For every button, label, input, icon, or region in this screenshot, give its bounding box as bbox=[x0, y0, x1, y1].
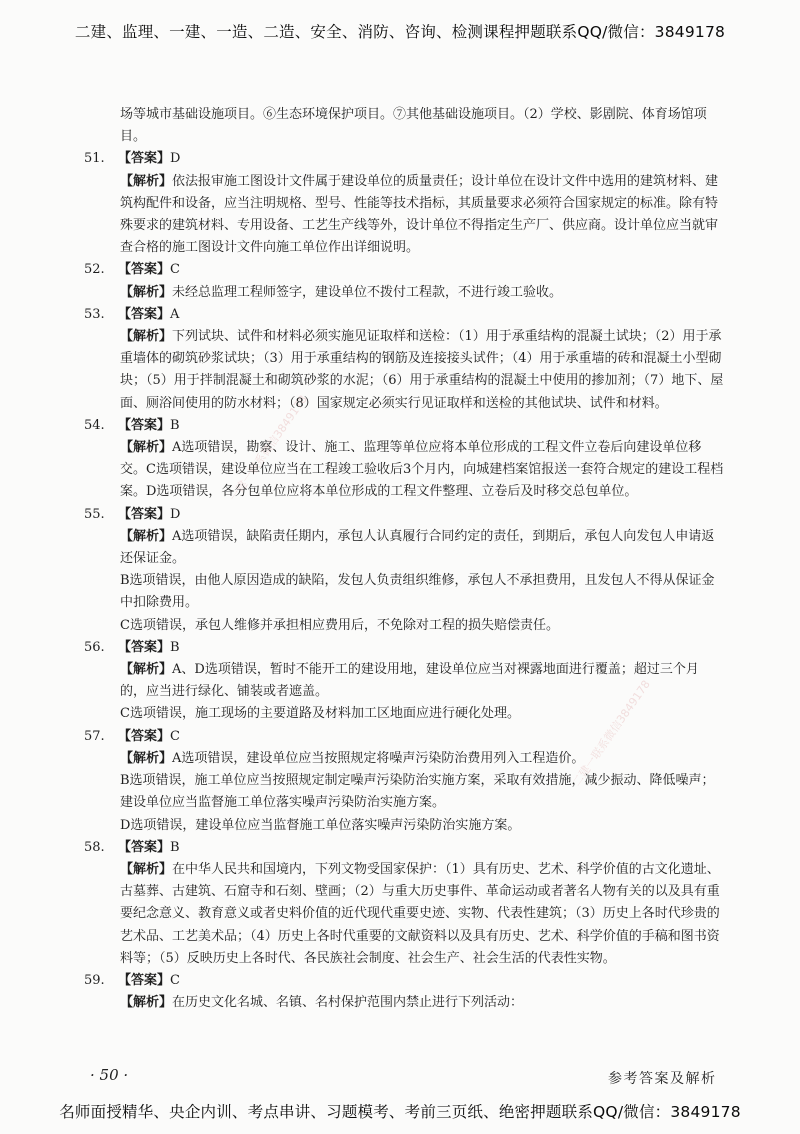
answer-item bbox=[84, 304, 724, 415]
explanation-label: 【解析】 bbox=[120, 173, 173, 189]
answer-value: B bbox=[170, 417, 180, 433]
explanation-text: A选项错误，建设单位应当按照规定将噪声污染防治费用列入工程造价。 bbox=[172, 750, 585, 766]
question-number: 53. bbox=[84, 306, 105, 322]
watermark-right: 二建一联系微信3849178 bbox=[569, 677, 653, 789]
explanation bbox=[84, 859, 724, 970]
explanation bbox=[84, 326, 724, 415]
answer-label: 【答案】 bbox=[118, 506, 171, 522]
explanation bbox=[84, 659, 724, 703]
bottom-banner: 名师面授精华、央企内训、考点串讲、习题模考、考前三页纸、绝密押题联系QQ/微信：3849178 bbox=[59, 1103, 741, 1121]
explanation bbox=[84, 282, 724, 304]
explanation-text: 在中华人民共和国境内，下列文物受国家保护：（1）具有历史、艺术、科学价值的古文化遗址、古墓葬、古建筑、石窟寺和石刻、壁画；（2）与重大历史事件、革命运动或者著名人物有关的以及具有重要纪念意义、教育意义或者史料价值的近代现代重要史迹、实物、代表性建筑；（3）历史上各时代珍贵的艺术品、工艺美术品；（4）历史上各时代重要的文献资料以及具有历史、艺术、科学价值的手稿和图书资料等；（5）反映历史上各时代、各民族社会制度、社会生产、社会生活的代表性实物。 bbox=[120, 861, 720, 966]
question-number: 55. bbox=[84, 506, 105, 522]
answer-item bbox=[84, 970, 724, 1014]
answer-line bbox=[84, 726, 724, 748]
answer-label: 【答案】 bbox=[118, 151, 171, 167]
answer-label: 【答案】 bbox=[118, 839, 171, 855]
top-banner: 二建、监理、一建、一造、二造、安全、消防、咨询、检测课程押题联系QQ/微信：3849178 bbox=[74, 23, 726, 41]
explanation-label: 【解析】 bbox=[120, 528, 173, 544]
answer-label: 【答案】 bbox=[118, 639, 171, 655]
question-number: 58. bbox=[84, 839, 105, 855]
answer-item bbox=[84, 726, 724, 837]
watermark-left: 一建一联系微信3849178 bbox=[226, 392, 310, 504]
answer-item bbox=[84, 415, 724, 504]
explanation bbox=[84, 748, 724, 770]
explanation bbox=[84, 992, 724, 1014]
answer-line bbox=[84, 970, 724, 992]
question-number: 56. bbox=[84, 639, 105, 655]
answer-value: A bbox=[170, 306, 180, 322]
answer-item bbox=[84, 637, 724, 726]
answer-line bbox=[84, 637, 724, 659]
answer-item bbox=[84, 259, 724, 303]
page-number: · 50 · bbox=[90, 1066, 129, 1084]
answer-item bbox=[84, 837, 724, 970]
answer-line bbox=[84, 415, 724, 437]
explanation-label: 【解析】 bbox=[120, 861, 173, 877]
explanation-label: 【解析】 bbox=[120, 329, 173, 345]
continuation-text: 场等城市基础设施项目。⑥生态环境保护项目。⑦其他基础设施项目。（2）学校、影剧院、体育场馆项目。 bbox=[120, 107, 707, 145]
question-number: 59. bbox=[84, 972, 105, 988]
explanation-text: 在历史文化名城、名镇、名村保护范围内禁止进行下列活动： bbox=[172, 995, 524, 1011]
answer-value: D bbox=[170, 506, 181, 522]
explanation-label: 【解析】 bbox=[120, 284, 173, 300]
answer-value: B bbox=[170, 639, 180, 655]
answer-line bbox=[84, 304, 724, 326]
explanation-extra: B选项错误，由他人原因造成的缺陷，发包人负责组织维修，承包人不承担费用，且发包人不得从保证金中扣除费用。 bbox=[120, 573, 715, 611]
explanation bbox=[84, 526, 724, 570]
explanation-label: 【解析】 bbox=[120, 750, 173, 766]
answer-item bbox=[84, 148, 724, 259]
explanation-text: 下列试块、试件和材料必须实施见证取样和送检：（1）用于承重结构的混凝土试块；（2）用于承重墙体的砌筑砂浆试块；（3）用于承重结构的钢筋及连接接头试件；（4）用于承重墙的砖和混凝土小型砌块；（5）用于拌制混凝土和砌筑砂浆的水泥；（6）用于承重结构的混凝土中使用的掺加剂；（7）地下、屋面、厕浴间使用的防水材料；（8）国家规定必须实行见证取样和送检的其他试块、试件和材料。 bbox=[120, 329, 724, 411]
answer-line bbox=[84, 837, 724, 859]
answer-content bbox=[84, 104, 724, 1014]
question-number: 52. bbox=[84, 262, 105, 278]
explanation-extra: C选项错误，施工现场的主要道路及材料加工区地面应进行硬化处理。 bbox=[120, 706, 520, 722]
answer-label: 【答案】 bbox=[118, 262, 171, 278]
explanation-extra: C选项错误，承包人维修并承担相应费用后，不免除对工程的损失赔偿责任。 bbox=[120, 617, 559, 633]
explanation-text: A、D选项错误，暂时不能开工的建设用地，建设单位应当对裸露地面进行覆盖；超过三个月的，应当进行绿化、铺装或者遮盖。 bbox=[120, 662, 699, 700]
explanation-text: A选项错误，勘察、设计、施工、监理等单位应将本单位形成的工程文件立卷后向建设单位移交。C选项错误，建设单位应当在工程竣工验收后3个月内，向城建档案馆报送一套符合规定的建设工程档案。D选项错误，各分包单位应将本单位形成的工程文件整理、立卷后及时移交总包单位。 bbox=[120, 440, 724, 500]
footer-section-title: 参考答案及解析 bbox=[608, 1071, 717, 1087]
explanation bbox=[84, 437, 724, 504]
explanation-text: 未经总监理工程师签字，建设单位不拨付工程款，不进行竣工验收。 bbox=[172, 284, 563, 300]
explanation-text: 依法报审施工图设计文件属于建设单位的质量责任；设计单位在设计文件中选用的建筑材料、建筑构配件和设备，应当注明规格、型号、性能等技术指标，其质量要求必须符合国家规定的标准。除有特殊要求的建筑材料、专用设备、工艺生产线等外，设计单位不得指定生产厂、供应商。设计单位应当就审查合格的施工图设计文件向施工单位作出详细说明。 bbox=[120, 173, 719, 256]
explanation-label: 【解析】 bbox=[120, 440, 173, 456]
question-number: 54. bbox=[84, 417, 105, 433]
answer-line bbox=[84, 504, 724, 526]
explanation-extra: D选项错误，建设单位应当监督施工单位落实噪声污染防治实施方案。 bbox=[120, 817, 521, 833]
question-number: 51. bbox=[84, 151, 105, 167]
answer-value: B bbox=[170, 839, 180, 855]
answer-label: 【答案】 bbox=[118, 306, 171, 322]
answer-label: 【答案】 bbox=[118, 417, 171, 433]
question-number: 57. bbox=[84, 728, 105, 744]
explanation-extra: B选项错误，施工单位应当按照规定制定噪声污染防治实施方案，采取有效措施，减少振动、降低噪声；建设单位应当监督施工单位落实噪声污染防治实施方案。 bbox=[120, 773, 715, 811]
answer-value: C bbox=[170, 262, 180, 278]
answer-line bbox=[84, 259, 724, 281]
answer-label: 【答案】 bbox=[118, 728, 171, 744]
answer-item bbox=[84, 504, 724, 637]
answer-value: C bbox=[170, 972, 180, 988]
question-list bbox=[84, 148, 724, 1014]
explanation bbox=[84, 171, 724, 260]
answer-line bbox=[84, 148, 724, 170]
answer-value: D bbox=[170, 151, 181, 167]
explanation-label: 【解析】 bbox=[120, 995, 173, 1011]
explanation-label: 【解析】 bbox=[120, 662, 173, 678]
answer-value: C bbox=[170, 728, 180, 744]
answer-label: 【答案】 bbox=[118, 972, 171, 988]
explanation-text: A选项错误，缺陷责任期内，承包人认真履行合同约定的责任，到期后，承包人向发包人申请返还保证金。 bbox=[120, 528, 715, 567]
